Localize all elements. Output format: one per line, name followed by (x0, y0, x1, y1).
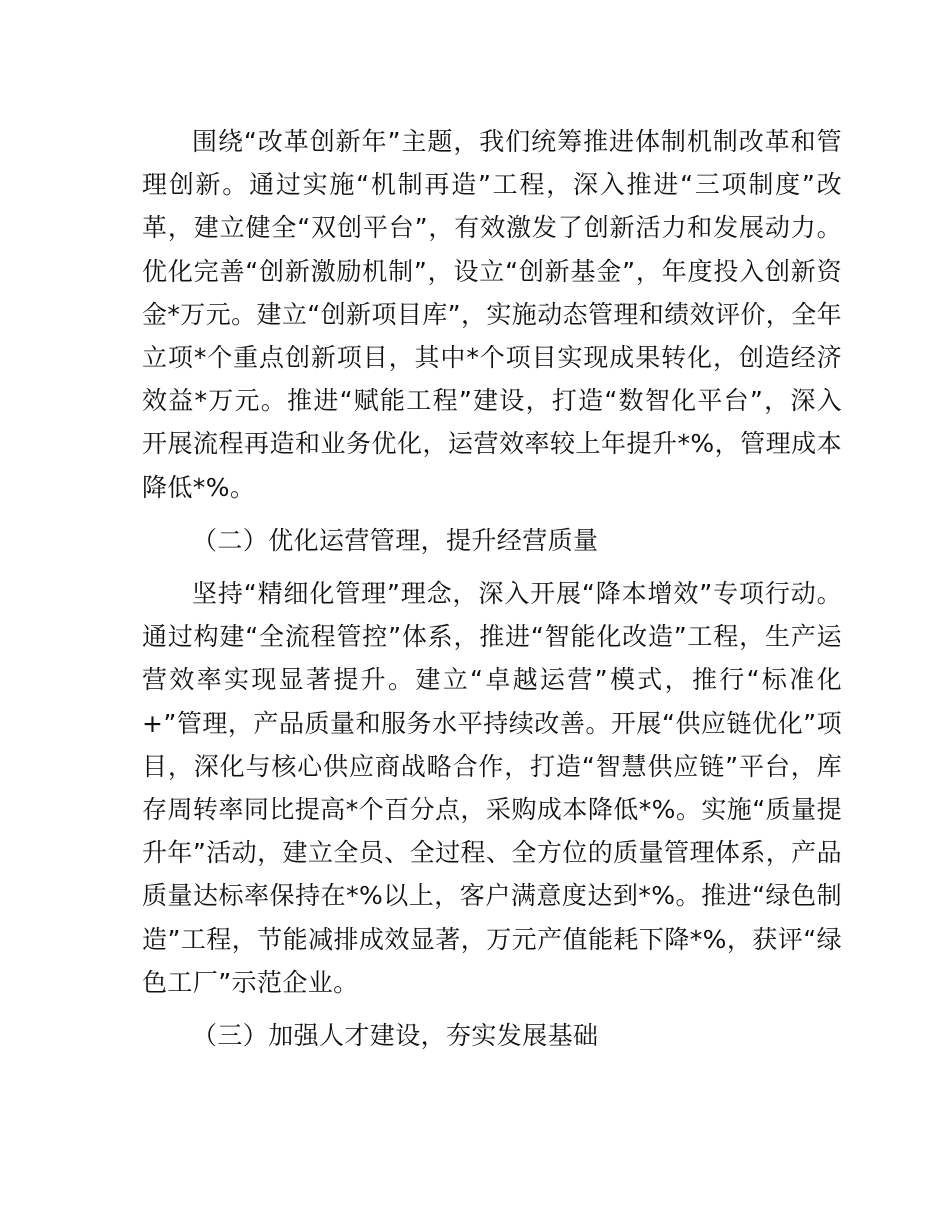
document-page (142, 120, 842, 1067)
paragraph-reform-innovation: 围绕“改革创新年”主题，我们统筹推进体制机制改革和管理创新。通过实施“机制再造”工程，深入推进“三项制度”改革，建立健全“双创平台”，有效激发了创新活力和发展动力。优化完善“创新激励机制”，设立“创新基金”，年度投入创新资金*万元。建立“创新项目库”，实施动态管理和绩效评价，全年立项*个重点创新项目，其中*个项目实现成果转化，创造经济效益*万元。推进“赋能工程”建设，打造“数智化平台”，深入开展流程再造和业务优化，运营效率较上年提升*%，管理成本降低*%。 (142, 127, 843, 502)
section-heading-talent: （三）加强人才建设，夯实发展基础 (192, 1021, 599, 1051)
paragraph-operations-management: 坚持“精细化管理”理念，深入开展“降本增效”专项行动。通过构建“全流程管控”体系，推进“智能化改造”工程，生产运营效率实现显著提升。建立“卓越运营”模式，推行“标准化+”管理，产品质量和服务水平持续改善。开展“供应链优化”项目，深化与核心供应商战略合作，打造“智慧供应链”平台，库存周转率同比提高*个百分点，采购成本降低*%。实施“质量提升年”活动，建立全员、全过程、全方位的质量管理体系，产品质量达标率保持在*%以上，客户满意度达到*%。推进“绿色制造”工程，节能减排成效显著，万元产值能耗下降*%，获评“绿色工厂”示范企业。 (142, 579, 842, 997)
section-heading-operations: （二）优化运营管理，提升经营质量 (192, 525, 599, 555)
